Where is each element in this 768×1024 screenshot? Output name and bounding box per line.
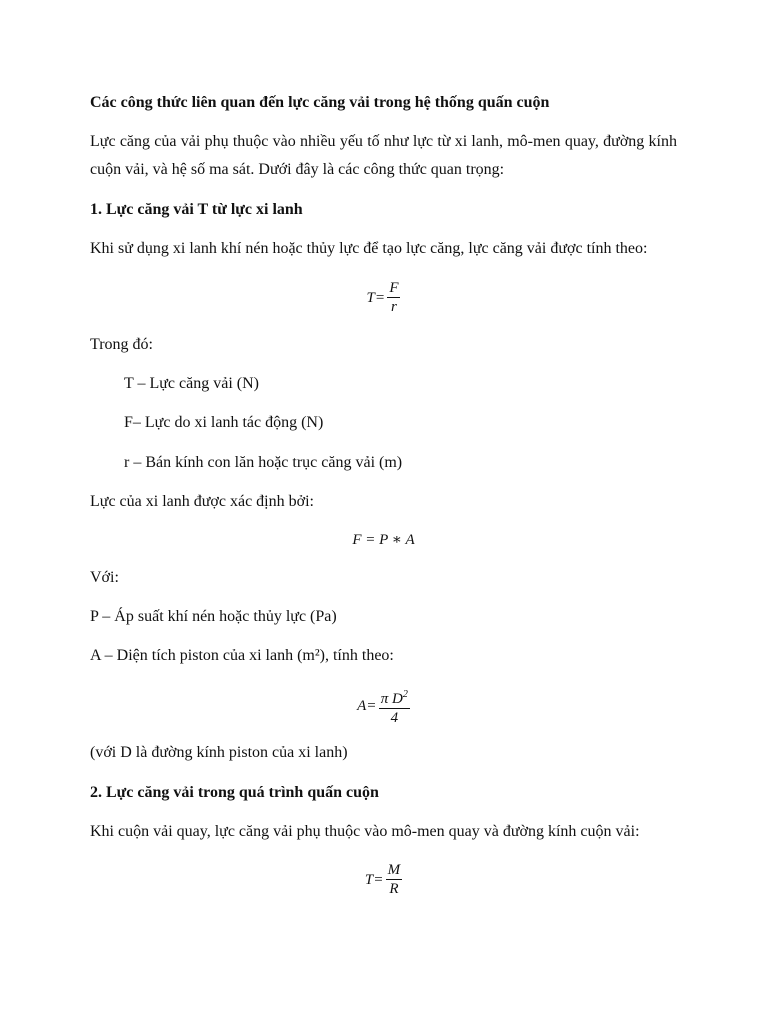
definition-item: r – Bán kính con lăn hoặc trục căng vải (m) — [124, 454, 403, 471]
section2-text: Khi cuộn vải quay, lực căng vải phụ thuộc vào mô-men quay và đường kính cuộn vải: — [90, 823, 640, 840]
formula-exponent: 2 — [402, 689, 408, 700]
force-formula-text: F = P ∗ A — [352, 532, 415, 548]
section1-heading: 1. Lực căng vải T từ lực xi lanh — [90, 201, 303, 218]
force-text: Lực của xi lanh được xác định bởi: — [90, 493, 314, 510]
formula-denominator: r — [390, 299, 397, 315]
document-title: Các công thức liên quan đến lực căng vải trong hệ thống quấn cuộn — [90, 94, 550, 111]
formula-numerator: M — [387, 862, 401, 878]
definition-item: F– Lực do xi lanh tác động (N) — [124, 414, 324, 431]
intro-paragraph: Lực căng của vải phụ thuộc vào nhiều yếu tố như lực từ xi lanh, mô-men quay, đường kính cuộn vải, và hệ số ma sát. Dưới đây là các công thức quan trọng: — [90, 133, 677, 178]
force-formula — [90, 526, 677, 554]
formula-equals: = — [375, 289, 385, 306]
formula-lhs: T — [366, 289, 375, 306]
pressure-definition: P – Áp suất khí nén hoặc thủy lực (Pa) — [90, 608, 337, 625]
formula-denominator: R — [389, 881, 399, 897]
piston-note: (với D là đường kính piston của xi lanh) — [90, 744, 348, 761]
formula-numerator: π $D^2$ — [379, 686, 410, 709]
formula-fraction — [386, 862, 403, 898]
formula-equals: = — [367, 698, 376, 714]
where-label: Trong đó: — [90, 336, 153, 353]
formula-fraction — [387, 280, 400, 316]
section2-heading: 2. Lực căng vải trong quá trình quấn cuộn — [90, 784, 379, 801]
formula-equals: = — [374, 871, 383, 888]
formula-fraction — [379, 686, 410, 727]
tension-formula — [90, 280, 677, 316]
formula-lhs: T — [364, 871, 374, 888]
formula-numerator: F — [389, 280, 399, 296]
area-definition: A – Diện tích piston của xi lanh (m²), tính theo: — [90, 647, 394, 664]
area-formula — [90, 686, 677, 727]
winding-tension-formula — [90, 862, 677, 898]
with-label: Với: — [90, 569, 119, 586]
section1-text: Khi sử dụng xi lanh khí nén hoặc thủy lực để tạo lực căng, lực căng vải được tính theo: — [90, 240, 648, 257]
formula-lhs: A — [357, 698, 367, 714]
definition-item: T – Lực căng vải (N) — [124, 375, 259, 392]
formula-denominator: 4 — [390, 710, 399, 726]
